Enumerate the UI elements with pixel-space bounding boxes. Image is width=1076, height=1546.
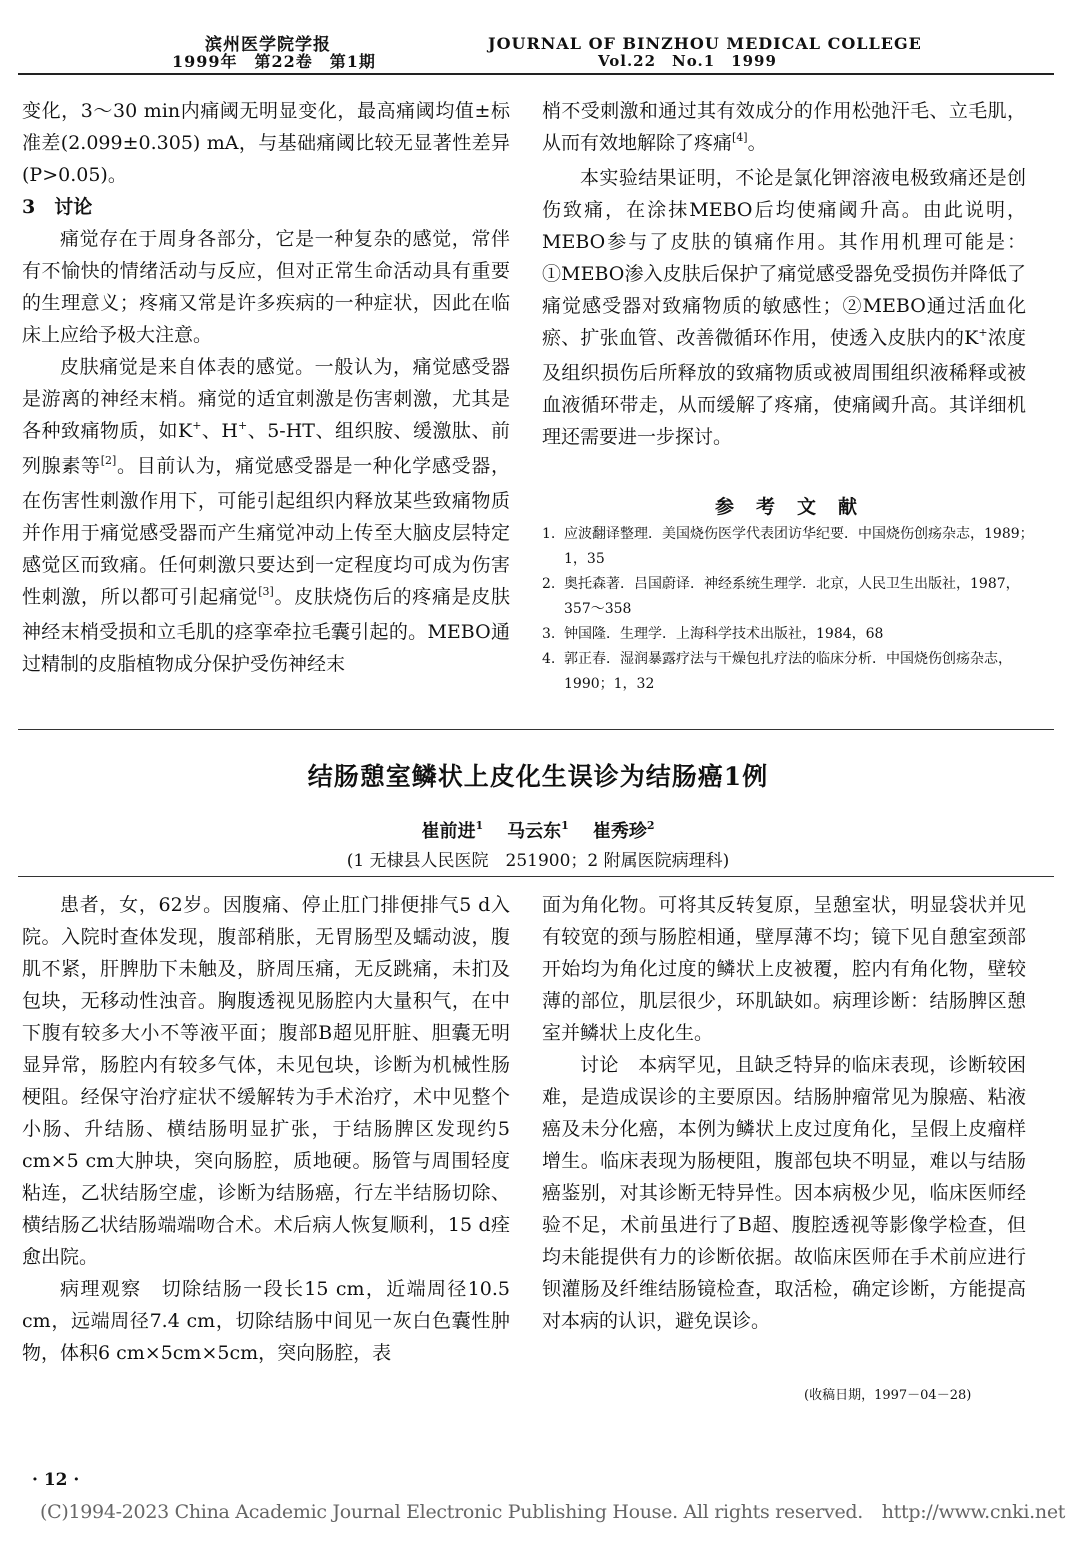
left-column-lower xyxy=(22,889,510,1369)
author-list xyxy=(0,817,1076,843)
article-separator-rule xyxy=(18,729,1054,730)
journal-name-cn: 滨州医学院学报 xyxy=(205,35,331,55)
citation: [3] xyxy=(258,585,274,598)
reference-number: 2. xyxy=(542,576,556,592)
reference-text: 郭正春．湿润暴露疗法与干燥包扎疗法的临床分析．中国烧伤创疡杂志，1990；1，32 xyxy=(564,651,1012,692)
superscript: + xyxy=(238,419,248,432)
reference-item xyxy=(542,622,1034,647)
text-run: 皮肤痛觉是来自体表的感觉。一般认为，痛觉感受器是游离的神经末梢。痛觉的适宜刺激是伤害刺激，尤其是各种致痛物质，如K xyxy=(22,356,510,442)
issue-info-cn: 1999年 第22卷 第1期 xyxy=(172,52,376,71)
right-column-upper xyxy=(542,95,1026,453)
paragraph: 面为角化物。可将其反转复原，呈憩室状，明显袋状并见有较宽的颈与肠腔相通，壁厚薄不均；镜下见自憩室颈部开始均为角化过度的鳞状上皮被覆，腔内有角化物，壁较薄的部位，肌层很少，环肌缺如。病理诊断：结肠脾区憩室并鳞状上皮化生。 xyxy=(542,894,1026,1044)
reference-item xyxy=(542,572,1034,622)
superscript: + xyxy=(192,419,202,432)
right-column-lower xyxy=(542,889,1026,1337)
affiliation: (1 无棣县人民医院 251900；2 附属医院病理科) xyxy=(346,851,730,871)
header-rule xyxy=(18,73,1054,75)
reference-item xyxy=(542,647,1034,697)
paragraph: 患者，女，62岁。因腹痛、停止肛门排便排气5 d入院。入院时查体发现，腹部稍胀，无胃肠型及蠕动波，腹肌不紧，肝脾肋下未触及，脐周压痛，无反跳痛，未扪及包块，无移动性浊音。胸腹透视见肠腔内大量积气，在中下腹有较多大小不等液平面；腹部B超见肝脏、胆囊无明显异常，肠腔内有较多气体，未见包块，诊断为机械性肠梗阻。经保守治疗症状不缓解转为手术治疗，术中见整个小肠、升结肠、横结肠明显扩张，于结肠脾区发现约5 cm×5 cm大肿块，突向肠腔，质地硬。肠管与周围轻度粘连，乙状结肠空虚，诊断为结肠癌，行左半结肠切除、横结肠乙状结肠端端吻合术。术后病人恢复顺利，15 d痊愈出院。 xyxy=(22,894,510,1268)
section-heading-discussion: 3 讨论 xyxy=(22,196,93,218)
references-heading: 参考文献 xyxy=(715,496,880,518)
reference-item xyxy=(542,522,1034,572)
text-run: 、H xyxy=(201,420,238,442)
journal-name-en: JOURNAL OF BINZHOU MEDICAL COLLEGE xyxy=(488,34,922,53)
author-name: 崔前进 xyxy=(421,821,476,842)
text-run: 。目前认为，痛觉感受器是一种化学感受器，在伤害性刺激作用下，可能引起组织内释放某些致痛物质并作用于痛觉感受器而产生痛觉冲动上传至大脑皮层特定感觉区而致痛。任何刺激只要达到一定程度均可成为伤害性刺激，所以都可引起痛觉 xyxy=(22,455,510,608)
paragraph: 痛觉存在于周身各部分，它是一种复杂的感觉，常伴有不愉快的情绪活动与反应，但对正常生命活动具有重要的生理意义；疼痛又常是许多疾病的一种症状，因此在临床上应给予极大注意。 xyxy=(22,228,510,346)
reference-number: 1. xyxy=(542,526,556,542)
reference-text: 应波翻译整理．美国烧伤医学代表团访华纪要．中国烧伤创疡杂志，1989；1，35 xyxy=(564,526,1034,567)
citation: [4] xyxy=(732,131,748,144)
reference-text: 钟国隆．生理学．上海科学技术出版社，1984，68 xyxy=(564,626,884,642)
text-run: 梢不受刺激和通过其有效成分的作用松弛汗毛、立毛肌，从而有效地解除了疼痛 xyxy=(542,100,1026,154)
paragraph xyxy=(22,351,510,680)
references-list xyxy=(542,522,1034,697)
text-run: 本实验结果证明，不论是氯化钾溶液电极致痛还是创伤致痛，在涂抹MEBO后均使痛阈升高。由此说明，MEBO参与了皮肤的镇痛作用。其作用机理可能是：①MEBO渗入皮肤后保护了痛觉感受器免受损伤并降低了痛觉感受器对致痛物质的敏感性；②MEBO通过活血化瘀、扩张血管、改善微循环作用，使透入皮肤内的K xyxy=(542,167,1026,349)
author-name: 马云东 xyxy=(507,821,562,842)
received-date: (收稿日期，1997－04－28) xyxy=(804,1388,972,1403)
text-run: 、5-HT、组织胺、缓激肽、前列腺素等 xyxy=(22,420,510,477)
author-affiliation-mark: 1 xyxy=(561,819,569,832)
paragraph xyxy=(542,162,1026,453)
superscript: + xyxy=(978,326,988,339)
paragraph: 变化，3～30 min内痛阈无明显变化，最高痛阈均值±标准差(2.099±0.305) mA，与基础痛阈比较无显著性差异(P>0.05)。 xyxy=(22,100,510,186)
author-name: 崔秀珍 xyxy=(592,821,647,842)
reference-text: 奥托森著．吕国蔚译．神经系统生理学．北京，人民卫生出版社，1987，357～358 xyxy=(564,576,1020,617)
reference-number: 4. xyxy=(542,651,556,667)
text-run: 。 xyxy=(747,132,767,154)
paragraph: 讨论 本病罕见，且缺乏特异的临床表现，诊断较困难，是造成误诊的主要原因。结肠肿瘤常见为腺癌、粘液癌及未分化癌，本例为鳞状上皮过度角化，呈假上皮瘤样增生。临床表现为肠梗阻，腹部包块不明显，难以与结肠癌鉴别，对其诊断无特异性。因本病极少见，临床医师经验不足，术前虽进行了B超、腹腔透视等影像学检查，但均未能提供有力的诊断依据。故临床医师在手术前应进行钡灌肠及纤维结肠镜检查，取活检，确定诊断，方能提高对本病的认识，避免误诊。 xyxy=(542,1054,1026,1332)
paragraph xyxy=(542,95,1026,162)
author-affiliation-mark: 1 xyxy=(475,819,484,832)
text-run: 。皮肤烧伤后的疼痛是皮肤神经末梢受损和立毛肌的痉挛牵拉毛囊引起的。MEBO通过精制的皮脂植物成分保护受伤神经末 xyxy=(22,586,510,675)
citation: [2] xyxy=(100,454,117,467)
reference-number: 3. xyxy=(542,626,556,642)
text-run: 浓度及组织损伤后所释放的致痛物质或被周围组织液稀释或被血液循环带走，从而缓解了疼痛，使痛阈升高。其详细机理还需要进一步探讨。 xyxy=(542,327,1026,448)
article-header-rule xyxy=(18,876,1054,877)
left-column-upper xyxy=(22,95,510,680)
author-affiliation-mark: 2 xyxy=(646,819,655,832)
page-number: · 12 · xyxy=(32,1470,80,1490)
issue-info-en: Vol.22 No.1 1999 xyxy=(598,52,777,70)
paragraph: 病理观察 切除结肠一段长15 cm，近端周径10.5 cm，远端周径7.4 cm，切除结肠中间见一灰白色囊性肿物，体积6 cm×5cm×5cm，突向肠腔，表 xyxy=(22,1278,510,1364)
article-title: 结肠憩室鳞状上皮化生误诊为结肠癌1例 xyxy=(307,762,769,791)
copyright-watermark: (C)1994-2023 China Academic Journal Electronic Publishing House. All rights reserved. http://www.cnki.net xyxy=(40,1501,1066,1523)
